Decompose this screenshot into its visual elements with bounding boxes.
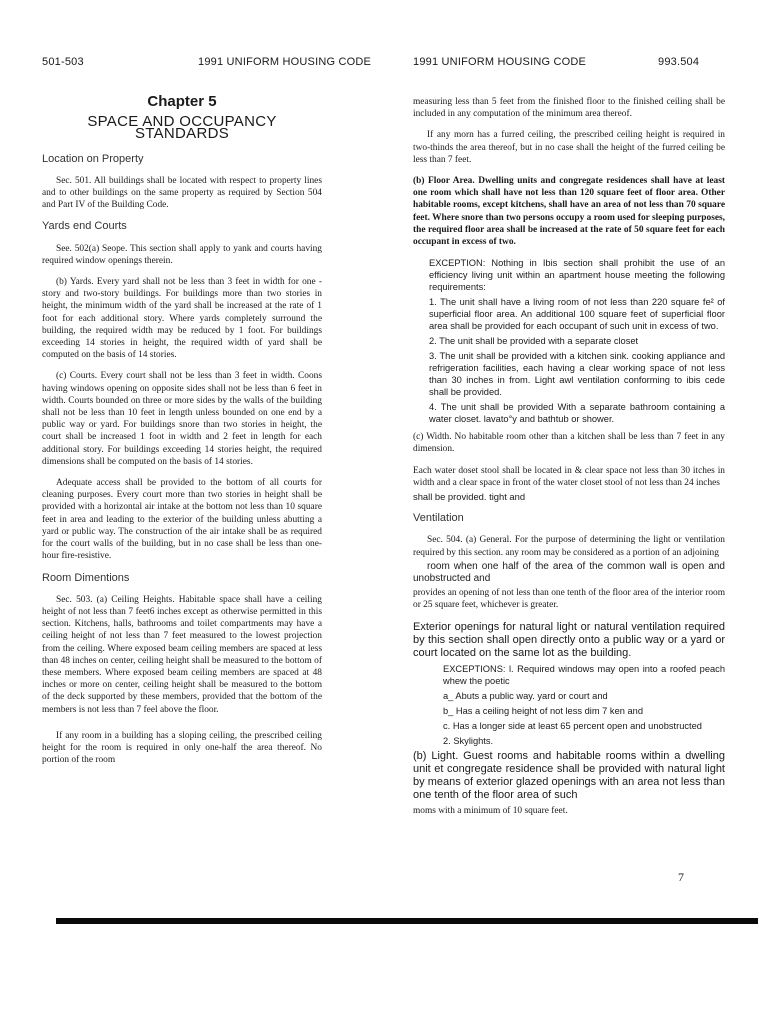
section-heading-location: Location on Property [42,152,144,165]
paragraph-502c: (c) Courts. Every court shall not be less than 3 feet in width. Coons having windows opening on opposite sides shall not be less than 6 feet in width. Courts bounded on three or more sides by the walls of the building shall not be less than 10 feet in length unless bounded on one end by a public way or yard. For buildings snore than two stories in height, the court shall be increased 1 foot in width and 2 feet in length for each additional story. For buildings exceeding 14 stories height, the required dimensions shall be computed on the basis of 14 stories. [42,371,322,467]
header-right-number: 993.504 [658,56,700,68]
exception-b-intro: EXCEPTIONS: l. Required windows may open into a roofed peach whew the poetic [443,663,725,686]
paragraph-light: (b) Light. Guest rooms and habitable rooms within a dwelling unit et congregate residence shall be provided with natural light by means of exterior glazed openings with an area not less than one tenth of the floor area of such [413,749,725,801]
bottom-rule [56,918,758,924]
paragraph-floor-area: (b) Floor Area. Dwelling units and congregate residences shall have at least one room which shall have not less than 120 square feet of floor area. Other habitable rooms, except kitchens, shall have an area of not less than 70 square feet. Where snore than two persons occupy a room used for sleeping purposes, the required floor area shall be increased at the rate of 50 square feet for each occupant in excess of two. [413,176,725,248]
paragraph-tight: shall be provided. tight and [413,491,526,503]
paragraph-width: (c) Width. No habitable room other than a kitchen shall be less than 7 feet in any dimension. [413,432,725,455]
paragraph-502a: See. 502(a) Seope. This section shall apply to yank and courts having required window openings therein. [42,243,322,266]
section-heading-ventilation: Ventilation [413,512,464,525]
paragraph-504a: Sec. 504. (a) General. For the purpose of determining the light or ventilation required by this section. any room may be considered as a portion of an adjoining [413,535,725,558]
header-left-number: 501-503 [42,56,84,68]
exception-item-1: 1. The unit shall have a living room of not less than 220 square fe² of superficial floor area. An additional 100 square feet of superficial floor area shall be provided for each occupant of such unit in excess of two. [429,297,725,332]
exception-b-2: 2. Skylights. [443,735,494,746]
chapter-heading: Chapter 5 [147,93,217,110]
left-column [42,93,322,775]
paragraph-501: Sec. 501. All buildings shall be located with respect to property lines and to other buildings on the same property as required by Section 504 and Part IV of the Building Code. [42,175,322,211]
exception-item-3: 3. The unit shall be provided with a kitchen sink. cooking appliance and refrigeration facilities, each having a clear working space of not less than 30 inches in from. Light awl ventilation conforming to ibis cede shall be provided. [429,351,725,398]
header-right-title: 1991 UNIFORM HOUSING CODE [413,56,587,68]
paragraph-exterior-openings: Exterior openings for natural light or natural ventilation required by this section shall open directly onto a public way or a yard or court located on the same lot as the building. [413,620,725,659]
chapter-title: SPACE AND OCCUPANCY STANDARDS [87,113,277,143]
exception-item-4: 4. The unit shall be provided With a separate bathroom containing a water closet. lavato°y and bathtub or shower. [429,402,725,425]
paragraph-light-end: moms with a minimum of 10 square feet. [413,805,568,816]
paragraph-504a-cont: room when one half of the area of the common wall is open and unobstructed and [413,560,725,585]
exception-item-2: 2. The unit shall be provided with a separate closet [429,336,639,347]
paragraph-access: Adequate access shall be provided to the bottom of all courts for cleaning purposes. Every court more than two stories in height shall be provided with a horizontal air intake at the bottom not less than 10 square feet in area and leading to the exterior of the building unless abutting a yard or public way. The construction of the air intake shall be as required for the court walls of the building, but in no case shall be less than one-hour fire-resistive. [42,478,322,562]
paragraph-furred: If any morn has a furred ceiling, the prescribed ceiling height is required in two-thinds the area thereof, but in no case shall the height of the furred ceiling be less than 7 feet. [413,130,725,165]
paragraph-503a: Sec. 503. (a) Ceiling Heights. Habitable space shall have a ceiling height of not less than 7 feet6 inches except as otherwise permitted in this section. Kitchens, halls, bathrooms and toilet compartments may have a ceiling height of not less than 7 feet measured to the lowest projection from the ceiling. Where exposed beam ceiling members are spaced at less than 48 inches on center, ceiling height shall be measured to the bottom of these members. Where exposed beam ceiling members are spaced at 48 inches or more on center, ceiling height shall be measured to the bottom of the deck supported by these members, provided that the bottom of the members is not less than 7 feel above the floor. [42,594,322,715]
paragraph-504a-end: provides an opening of not less than one tenth of the floor area of the interior room or 25 square feet, whichever is greater. [413,588,725,611]
paragraph-502b: (b) Yards. Every yard shall not be less than 3 feet in width for one -story and two-story buildings. For buildings more than two stories in height, the minimum width of the yard shall be increased at the rate of 1 foot for each additional story. Where yards completely surround the building, the required width may be reduced by 1 foot. For buildings exceeding 14 stories in height, the required width of yard shall be computed on the basis of 14 stories. [42,277,322,361]
section-heading-yards: Yards end Courts [42,220,127,233]
exception-b-c: c. Has a longer side at least 65 percent open and unobstructed [443,720,702,731]
exception-b-b: b_ Has a ceiling height of not less dim 7 ken and [443,705,644,716]
header-left-title: 1991 UNIFORM HOUSING CODE [198,56,372,68]
right-column [413,96,725,826]
paragraph-closet: Each water doset stool shall be located in & clear space not less than 30 itches in width and a clear space in front of the water closet stool of not less than 24 inches [413,465,725,488]
exception-intro: EXCEPTION: Nothing in Ibis section shall prohibit the use of an efficiency living unit within an apartment house meeting the following requirements: [429,258,725,293]
page-number: 7 [678,870,684,884]
paragraph-continued: measuring less than 5 feet from the finished floor to the finished ceiling shall be included in any computation of the minimum area thereof. [413,97,725,120]
exception-b-a: a_ Abuts a public way. yard or court and [443,690,608,701]
section-heading-room: Room Dimentions [42,571,130,584]
paragraph-sloping: If any room in a building has a sloping ceiling, the prescribed ceiling height for the room is required in only one-half the area thereof. No portion of the room [42,730,322,766]
